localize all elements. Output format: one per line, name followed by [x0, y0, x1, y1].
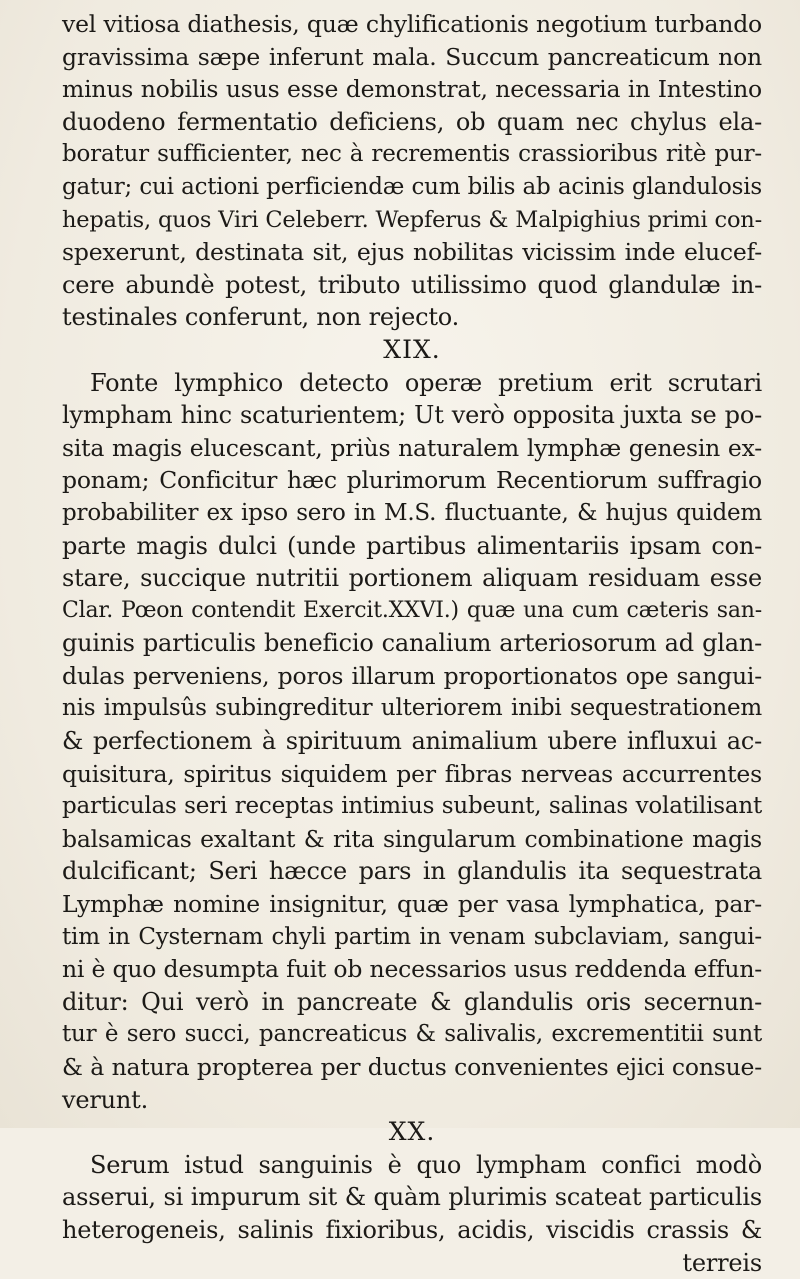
text-line: dulcificant; Seri hæcce pars in glandulis ita sequestrata: [62, 857, 762, 886]
text-line: Fonte lymphico detecto operæ pretium erit scrutari: [90, 368, 762, 397]
text-line: Serum istud sanguinis è quo lympham confici modò: [90, 1150, 762, 1179]
text-line: asserui, si impurum sit & quàm plurimis scateat particulis: [62, 1183, 762, 1212]
text-line: hepatis, quos Viri Celeberr. Wepferus & Malpighius primi con-: [62, 206, 762, 233]
text-line: & perfectionem à spirituum animalium ubere influxui ac-: [62, 727, 762, 756]
text-line: gravissima sæpe inferunt mala. Succum pancreaticum non: [62, 42, 762, 71]
section-heading: XX.: [388, 1117, 436, 1147]
text-line: duodeno fermentatio deficiens, ob quam nec chylus ela-: [62, 107, 762, 136]
text-line: guinis particulis beneficio canalium arteriosorum ad glan-: [62, 629, 762, 658]
text-line: testinales conferunt, non rejecto.: [62, 303, 460, 332]
text-line: tim in Cysternam chyli partim in venam subclaviam, sangui-: [62, 923, 762, 950]
text-line: particulas seri receptas intimius subeunt, salinas volatilisant: [62, 793, 762, 820]
text-line: ponam; Conficitur hæc plurimorum Recentiorum suffragio: [62, 466, 762, 495]
text-line: vel vitiosa diathesis, quæ chylificationis negotium turbando: [62, 10, 762, 38]
text-line: boratur sufficienter, nec à recrementis crassioribus ritè pur-: [62, 141, 762, 168]
text-line: parte magis dulci (unde partibus alimentariis ipsam con-: [62, 531, 762, 560]
section-heading: XIX.: [383, 334, 441, 364]
text-line: Lymphæ nomine insignitur, quæ per vasa lymphatica, par-: [62, 890, 762, 919]
text-line: quisitura, spiritus siquidem per fibras nerveas accurrentes: [62, 759, 762, 788]
text-line: cere abundè potest, tributo utilissimo quod glandulæ in-: [62, 270, 762, 299]
text-line: ditur: Qui verò in pancreate & glandulis oris secernun-: [62, 987, 762, 1016]
text-line: heterogeneis, salinis fixioribus, acidis, viscidis crassis &: [62, 1215, 762, 1244]
text-line: & à natura propterea per ductus convenientes ejici consue-: [62, 1053, 762, 1081]
latin-text-block: [62, 8, 762, 1279]
catchword: terreis: [682, 1248, 762, 1277]
text-line: gatur; cui actioni perficiendæ cum bilis ab acinis glandulosis: [62, 173, 762, 200]
text-line: tur è sero succi, pancreaticus & salivalis, excrementitii sunt: [62, 1021, 762, 1048]
text-line: nis impulsûs subingreditur ulteriorem inibi sequestrationem: [62, 695, 762, 722]
text-line: verunt.: [62, 1085, 149, 1114]
text-line: lympham hinc scaturientem; Ut verò opposita juxta se po-: [62, 401, 762, 430]
text-line: minus nobilis usus esse demonstrat, necessaria in Intestino: [62, 75, 762, 104]
text-line: probabiliter ex ipso sero in M.S. fluctuante, & hujus quidem: [62, 499, 762, 526]
text-line: balsamicas exaltant & rita singularum combinatione magis: [62, 824, 762, 853]
text-line: Clar. Pœon contendit Exercit.XXVI.) quæ una cum cæteris san-: [62, 597, 762, 623]
text-line: stare, succique nutritii portionem aliquam residuam esse: [62, 564, 762, 593]
text-line: sita magis elucescant, priùs naturalem lymphæ genesin ex-: [62, 433, 762, 462]
text-line: ni è quo desumpta fuit ob necessarios usus reddenda effun-: [62, 955, 762, 984]
text-line: dulas perveniens, poros illarum proportionatos ope sangui-: [62, 661, 762, 690]
text-line: spexerunt, destinata sit, ejus nobilitas vicissim inde elucef-: [62, 238, 762, 267]
